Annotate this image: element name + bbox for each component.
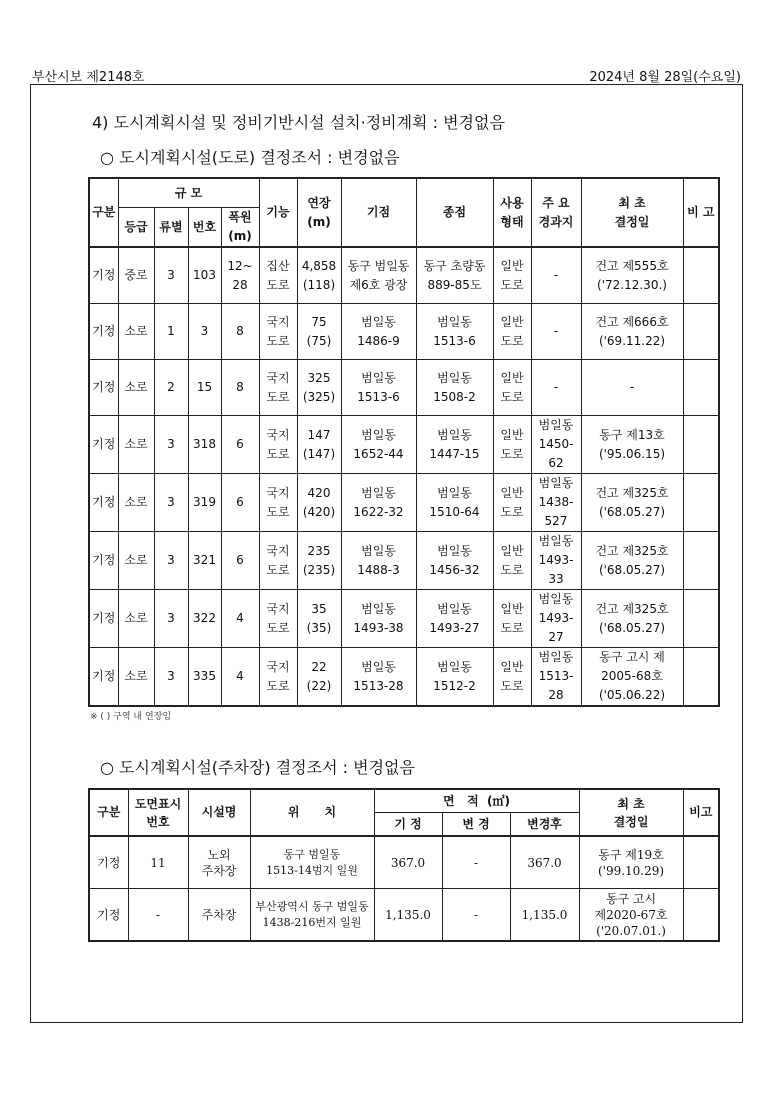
table-cell: 3 (154, 474, 188, 532)
table-cell: 국지 도로 (259, 648, 297, 707)
table-row (89, 590, 719, 648)
table-cell: 건고 제555호 ('72.12.30.) (581, 247, 683, 304)
header-end: 종점 (416, 178, 493, 247)
table-cell: 3 (154, 532, 188, 590)
parking-table-title: ○ 도시계획시설(주차장) 결정조서 : 변경없음 (100, 758, 415, 777)
table-cell: - (531, 247, 581, 304)
header-length: 연장 (m) (297, 178, 341, 247)
table-cell: 소로 (118, 590, 154, 648)
header-first-decision: 최 초 결정일 (581, 178, 683, 247)
table-note: ※ ( ) 구역 내 연장임 (90, 712, 172, 722)
table-cell: 8 (221, 304, 259, 360)
table-cell: 일반 도로 (493, 360, 531, 416)
table-cell (683, 416, 719, 474)
table-cell: 국지 도로 (259, 474, 297, 532)
table-cell: 범일동 1493-33 (531, 532, 581, 590)
table-cell: - (581, 360, 683, 416)
table-cell (683, 474, 719, 532)
header-change: 변 경 (442, 813, 510, 837)
table-cell: 소로 (118, 474, 154, 532)
table-cell: 318 (188, 416, 221, 474)
table-cell: - (128, 889, 188, 942)
table-cell: 1 (154, 304, 188, 360)
header-map-number: 도면표시 번호 (128, 789, 188, 836)
table-cell: 기정 (89, 532, 118, 590)
table-row (89, 360, 719, 416)
table-cell: 35 (35) (297, 590, 341, 648)
table-cell: 소로 (118, 304, 154, 360)
header-existing: 기 정 (374, 813, 442, 837)
table-cell: 범일동 1652-44 (341, 416, 416, 474)
table-cell: 103 (188, 247, 221, 304)
table-row (89, 889, 719, 942)
table-cell (683, 304, 719, 360)
table-cell (683, 889, 719, 942)
table-cell: - (442, 836, 510, 889)
table-cell: 6 (221, 416, 259, 474)
table-row (89, 532, 719, 590)
table-cell: 일반 도로 (493, 474, 531, 532)
table-cell: 335 (188, 648, 221, 707)
header-gubun: 구분 (89, 789, 128, 836)
header-first-decision: 최 초 결정일 (579, 789, 683, 836)
header-area: 면 적 (㎡) (374, 789, 579, 813)
publication-number: 부산시보 제2148호 (32, 70, 145, 85)
table-cell: 367.0 (374, 836, 442, 889)
table-cell: 4 (221, 648, 259, 707)
header-use: 사용 형태 (493, 178, 531, 247)
table-cell: 3 (154, 590, 188, 648)
table-cell: 건고 제666호 ('69.11.22) (581, 304, 683, 360)
table-cell: 420 (420) (297, 474, 341, 532)
table-cell: 기정 (89, 247, 118, 304)
table-cell: 325 (325) (297, 360, 341, 416)
header-start: 기점 (341, 178, 416, 247)
header-number: 번호 (188, 208, 221, 248)
header-type: 류별 (154, 208, 188, 248)
table-cell: 15 (188, 360, 221, 416)
table-cell: 국지 도로 (259, 360, 297, 416)
table-cell: 국지 도로 (259, 590, 297, 648)
table-cell: 국지 도로 (259, 304, 297, 360)
table-cell: 235 (235) (297, 532, 341, 590)
table-cell: 범일동 1510-64 (416, 474, 493, 532)
table-cell: 노외 주차장 (188, 836, 250, 889)
table-cell: 일반 도로 (493, 416, 531, 474)
table-cell: 건고 제325호 ('68.05.27) (581, 474, 683, 532)
table-cell: 범일동 1493-27 (416, 590, 493, 648)
table-cell: 322 (188, 590, 221, 648)
header-location: 위 치 (250, 789, 374, 836)
table-cell: 8 (221, 360, 259, 416)
table-cell: 소로 (118, 416, 154, 474)
table-cell: 범일동 1450-62 (531, 416, 581, 474)
table-cell (683, 360, 719, 416)
table-cell: 범일동 1438-527 (531, 474, 581, 532)
table-cell: 범일동 1508-2 (416, 360, 493, 416)
header-via: 주 요 경과지 (531, 178, 581, 247)
table-cell: 3 (154, 247, 188, 304)
table-cell: 범일동 1493-27 (531, 590, 581, 648)
table-cell: 동구 초량동 889-85도 (416, 247, 493, 304)
header-facility-name: 시설명 (188, 789, 250, 836)
table-cell: 부산광역시 동구 범일동 1438-216번지 일원 (250, 889, 374, 942)
table-cell: 6 (221, 532, 259, 590)
table-row (89, 247, 719, 304)
table-cell (683, 532, 719, 590)
table-cell: 범일동 1513-6 (341, 360, 416, 416)
table-cell: 기정 (89, 836, 128, 889)
table-cell: 22 (22) (297, 648, 341, 707)
header-after-change: 변경후 (510, 813, 579, 837)
table-cell: 동구 고시 제 2005-68호 ('05.06.22) (581, 648, 683, 707)
table-cell: 동구 범일동 1513-14범지 일원 (250, 836, 374, 889)
table-cell: 국지 도로 (259, 416, 297, 474)
table-cell: 75 (75) (297, 304, 341, 360)
table-cell: 범일동 1513-28 (341, 648, 416, 707)
table-cell: 3 (188, 304, 221, 360)
table-cell: - (442, 889, 510, 942)
table-cell: 소로 (118, 360, 154, 416)
table-cell: 국지 도로 (259, 532, 297, 590)
table-cell: 147 (147) (297, 416, 341, 474)
table-cell: 12~ 28 (221, 247, 259, 304)
table-cell: 일반 도로 (493, 532, 531, 590)
table-cell: 기정 (89, 416, 118, 474)
table-cell: 동구 고시 제2020-67호 ('20.07.01.) (579, 889, 683, 942)
road-decision-table (88, 177, 720, 707)
table-cell: - (531, 360, 581, 416)
table-cell: 기정 (89, 889, 128, 942)
table-cell: 주차장 (188, 889, 250, 942)
header-remark: 비 고 (683, 178, 719, 247)
table-cell: 1,135.0 (510, 889, 579, 942)
table-cell: 집산 도로 (259, 247, 297, 304)
table-cell: 범일동 1513-28 (531, 648, 581, 707)
table-cell: 3 (154, 648, 188, 707)
header-function: 기능 (259, 178, 297, 247)
table-cell: 소로 (118, 648, 154, 707)
table-cell: 건고 제325호 ('68.05.27) (581, 532, 683, 590)
table-cell: 범일동 1512-2 (416, 648, 493, 707)
table-cell: 일반 도로 (493, 590, 531, 648)
table-cell: 기정 (89, 648, 118, 707)
table-cell: 범일동 1488-3 (341, 532, 416, 590)
header-scale: 규 모 (118, 178, 259, 208)
table-row (89, 474, 719, 532)
table-cell: 범일동 1486-9 (341, 304, 416, 360)
table-cell: 기정 (89, 360, 118, 416)
table-cell: 범일동 1513-6 (416, 304, 493, 360)
table-cell: 367.0 (510, 836, 579, 889)
table-cell (683, 648, 719, 707)
table-cell: 일반 도로 (493, 648, 531, 707)
table-cell: 1,135.0 (374, 889, 442, 942)
road-table-title: ○ 도시계획시설(도로) 결정조서 : 변경없음 (100, 148, 400, 167)
table-row (89, 416, 719, 474)
table-cell: 319 (188, 474, 221, 532)
table-cell: 기정 (89, 590, 118, 648)
publication-date: 2024년 8월 28일(수요일) (589, 70, 741, 85)
table-cell: 4,858 (118) (297, 247, 341, 304)
table-cell: 기정 (89, 304, 118, 360)
header-width: 폭원 (m) (221, 208, 259, 248)
table-cell: 동구 제19호 ('99.10.29) (579, 836, 683, 889)
table-cell: 기정 (89, 474, 118, 532)
table-cell: 중로 (118, 247, 154, 304)
header-grade: 등급 (118, 208, 154, 248)
table-cell: 일반 도로 (493, 247, 531, 304)
table-cell (683, 590, 719, 648)
section-title: 4) 도시계획시설 및 정비기반시설 설치·정비계획 : 변경없음 (92, 113, 505, 132)
header-gubun: 구분 (89, 178, 118, 247)
table-cell: 2 (154, 360, 188, 416)
table-cell: 11 (128, 836, 188, 889)
table-cell: 동구 제13호 ('95.06.15) (581, 416, 683, 474)
table-row (89, 304, 719, 360)
table-cell: - (531, 304, 581, 360)
table-row (89, 836, 719, 889)
table-cell: 건고 제325호 ('68.05.27) (581, 590, 683, 648)
table-cell: 범일동 1456-32 (416, 532, 493, 590)
table-cell (683, 836, 719, 889)
table-cell: 3 (154, 416, 188, 474)
table-cell: 범일동 1622-32 (341, 474, 416, 532)
table-cell: 일반 도로 (493, 304, 531, 360)
table-cell: 동구 범일동 제6호 광장 (341, 247, 416, 304)
table-cell: 4 (221, 590, 259, 648)
table-cell: 범일동 1447-15 (416, 416, 493, 474)
header-remark: 비고 (683, 789, 719, 836)
table-cell: 범일동 1493-38 (341, 590, 416, 648)
table-cell: 321 (188, 532, 221, 590)
table-cell (683, 247, 719, 304)
parking-decision-table (88, 788, 720, 942)
table-cell: 6 (221, 474, 259, 532)
table-cell: 소로 (118, 532, 154, 590)
table-row (89, 648, 719, 707)
